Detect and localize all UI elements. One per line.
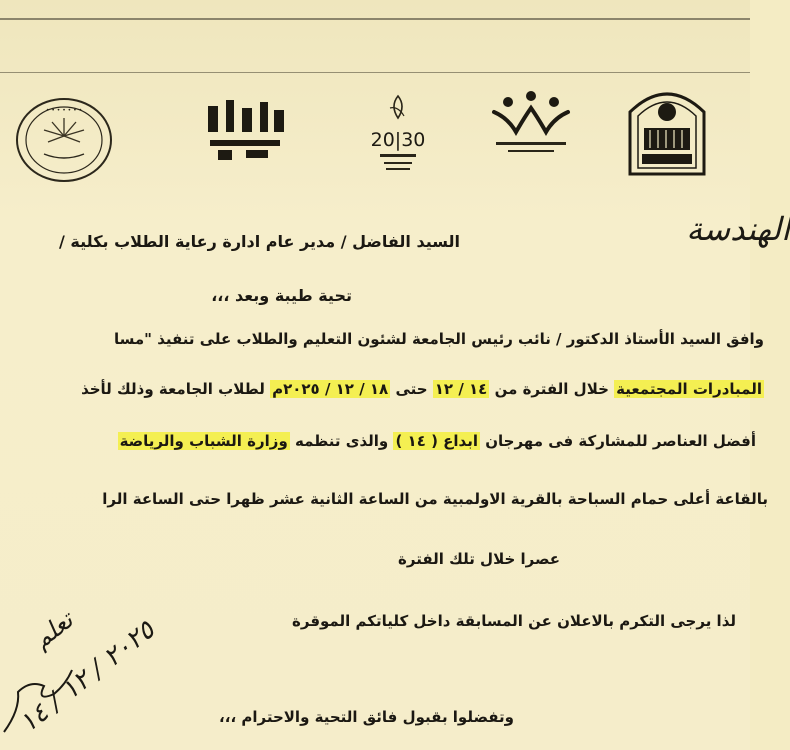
text-until: حتى: [390, 380, 433, 398]
greeting: تحية طيبة وبعد ،،،: [211, 286, 352, 305]
text-organized-by: والذى تنظمه: [289, 432, 394, 450]
text-for-students: لطلاب الجامعة وذلك لأخذ: [81, 380, 271, 398]
svg-text:• • • • • • •: • • • • • • •: [45, 107, 83, 114]
top-border-line: [0, 18, 750, 20]
handwritten-signature: [0, 640, 80, 740]
highlight-end-date: ١٨ / ١٢ / ٢٠٢٥م: [272, 380, 389, 398]
salutation: السيد الفاضل / مدير عام ادارة رعاية الطلاب بكلية /: [59, 232, 460, 251]
highlight-start-date: ١٤ / ١٢: [434, 380, 488, 398]
text-period-from: خلال الفترة من: [489, 380, 615, 398]
handwritten-date: ٢٠٢٥ / ١٢ / ١٤: [13, 615, 161, 739]
header-divider: [0, 72, 750, 73]
paragraph-line-1: وافق السيد الأستاذ الدكتور / نائب رئيس الجامعة لشئون التعليم والطلاب على تنفيذ "مسا: [113, 330, 764, 348]
closing-line: وتفضلوا بقبول فائق التحية والاحترام ،،،: [219, 708, 514, 726]
paragraph-line-3: [118, 432, 756, 450]
university-seal-logo: [14, 96, 114, 184]
text-best-elements: أفضل العناصر للمشاركة فى مهرجان: [480, 432, 756, 450]
assiut-university-logo: [624, 82, 710, 178]
paragraph-line-2: [81, 380, 764, 398]
paragraph-line-4: بالقاعة أعلى حمام السباحة بالقرية الاولمبية من الساعة الثانية عشر ظهرا حتى الساعة الرا: [102, 490, 768, 508]
vision-number: 20|30: [370, 129, 426, 151]
student-affairs-logo: [486, 88, 576, 160]
highlight-initiatives: المبادرات المجتمعية: [616, 380, 762, 398]
handwritten-note: تعلم: [27, 605, 79, 655]
paragraph-line-5: عصرا خلال تلك الفترة: [398, 550, 560, 568]
highlight-ministry: وزارة الشباب والرياضة: [119, 432, 288, 450]
paragraph-line-6: لذا يرجى التكرم بالاعلان عن المسابقة داخل كلياتكم الموقرة: [292, 612, 736, 630]
handwritten-faculty: الهندسة: [686, 210, 790, 248]
highlight-festival: ابداع ( ١٤ ): [395, 432, 478, 450]
vision-2030-logo: [366, 90, 430, 180]
ebda-logo: [200, 96, 290, 166]
